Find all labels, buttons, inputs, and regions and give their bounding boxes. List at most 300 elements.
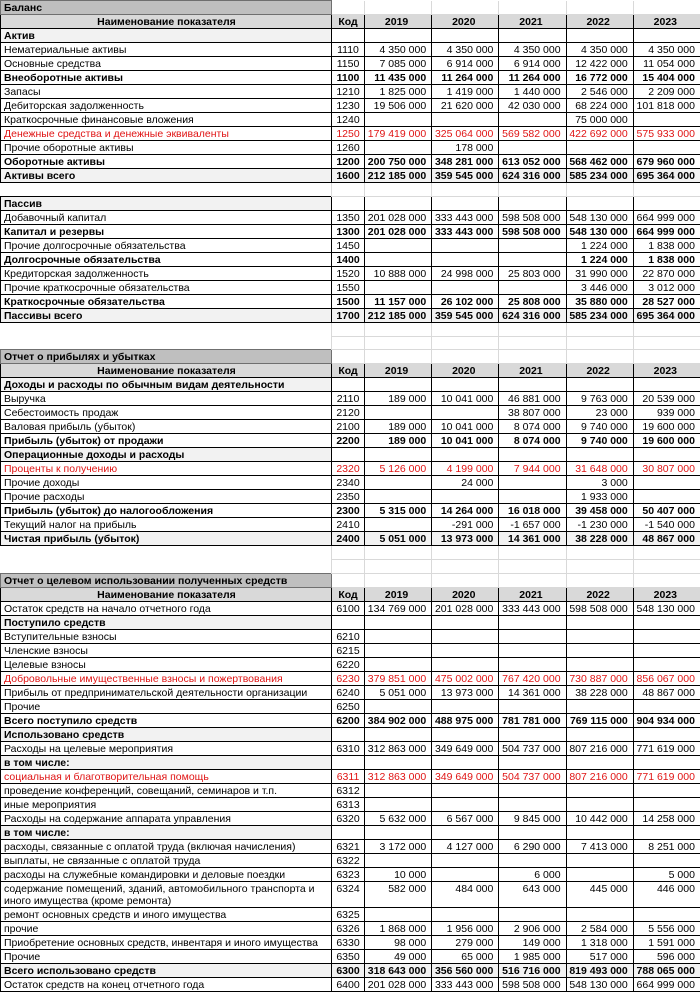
row-value-cell[interactable] xyxy=(499,797,566,811)
row-value-cell[interactable] xyxy=(633,643,700,657)
row-name-cell[interactable]: Проценты к получению xyxy=(1,462,332,476)
row-value-cell[interactable] xyxy=(432,629,499,643)
row-value-cell[interactable]: 5 051 000 xyxy=(365,685,432,699)
row-value-cell[interactable]: 325 064 000 xyxy=(432,127,499,141)
row-code-cell[interactable] xyxy=(332,615,365,629)
row-value-cell[interactable] xyxy=(432,797,499,811)
row-value-cell[interactable]: 585 234 000 xyxy=(566,308,633,322)
row-value-cell[interactable] xyxy=(365,378,432,392)
row-value-cell[interactable]: 569 582 000 xyxy=(499,127,566,141)
row-value-cell[interactable]: 598 508 000 xyxy=(499,210,566,224)
row-value-cell[interactable] xyxy=(499,141,566,155)
row-value-cell[interactable]: 475 002 000 xyxy=(432,671,499,685)
row-value-cell[interactable] xyxy=(432,196,499,210)
row-value-cell[interactable] xyxy=(365,518,432,532)
row-value-cell[interactable]: 101 818 000 xyxy=(633,99,700,113)
row-value-cell[interactable]: 517 000 xyxy=(566,949,633,963)
row-code-cell[interactable]: 1450 xyxy=(332,238,365,252)
row-code-cell[interactable]: 1240 xyxy=(332,113,365,127)
row-value-cell[interactable]: 2 209 000 xyxy=(633,85,700,99)
row-value-cell[interactable]: 19 600 000 xyxy=(633,434,700,448)
row-value-cell[interactable]: 179 419 000 xyxy=(365,127,432,141)
row-value-cell[interactable] xyxy=(633,825,700,839)
row-value-cell[interactable] xyxy=(499,629,566,643)
row-value-cell[interactable] xyxy=(633,755,700,769)
row-value-cell[interactable]: 16 018 000 xyxy=(499,504,566,518)
row-value-cell[interactable] xyxy=(432,615,499,629)
row-value-cell[interactable]: 8 074 000 xyxy=(499,420,566,434)
row-value-cell[interactable]: 38 228 000 xyxy=(566,532,633,546)
row-value-cell[interactable] xyxy=(633,196,700,210)
row-value-cell[interactable]: 624 316 000 xyxy=(499,308,566,322)
row-name-cell[interactable]: выплаты, не связанные с оплатой труда xyxy=(1,853,332,867)
row-value-cell[interactable]: 19 600 000 xyxy=(633,420,700,434)
row-value-cell[interactable]: 679 960 000 xyxy=(633,155,700,169)
row-value-cell[interactable]: 178 000 xyxy=(432,141,499,155)
row-code-cell[interactable] xyxy=(332,727,365,741)
row-value-cell[interactable]: 10 041 000 xyxy=(432,434,499,448)
row-name-cell[interactable]: Дебиторская задолженность xyxy=(1,99,332,113)
row-code-cell[interactable]: 6220 xyxy=(332,657,365,671)
row-code-cell[interactable]: 6200 xyxy=(332,713,365,727)
row-value-cell[interactable]: 624 316 000 xyxy=(499,169,566,183)
row-code-cell[interactable]: 1200 xyxy=(332,155,365,169)
row-value-cell[interactable] xyxy=(499,853,566,867)
row-code-cell[interactable]: 1250 xyxy=(332,127,365,141)
row-value-cell[interactable] xyxy=(499,783,566,797)
row-value-cell[interactable] xyxy=(432,783,499,797)
row-code-cell[interactable]: 1100 xyxy=(332,71,365,85)
row-name-cell[interactable]: социальная и благотворительная помощь xyxy=(1,769,332,783)
row-value-cell[interactable]: 5 556 000 xyxy=(633,921,700,935)
row-value-cell[interactable]: 11 054 000 xyxy=(633,57,700,71)
row-value-cell[interactable] xyxy=(499,825,566,839)
row-code-cell[interactable]: 6322 xyxy=(332,853,365,867)
row-value-cell[interactable] xyxy=(365,699,432,713)
row-value-cell[interactable]: 24 998 000 xyxy=(432,266,499,280)
row-value-cell[interactable] xyxy=(633,629,700,643)
row-code-cell[interactable]: 6324 xyxy=(332,881,365,907)
row-code-cell[interactable]: 2350 xyxy=(332,490,365,504)
row-value-cell[interactable] xyxy=(566,448,633,462)
row-value-cell[interactable] xyxy=(633,378,700,392)
row-value-cell[interactable]: 548 130 000 xyxy=(566,210,633,224)
row-value-cell[interactable] xyxy=(365,643,432,657)
row-name-cell[interactable]: Расходы на содержание аппарата управления xyxy=(1,811,332,825)
row-name-cell[interactable]: Долгосрочные обязательства xyxy=(1,252,332,266)
row-value-cell[interactable]: 22 870 000 xyxy=(633,266,700,280)
row-value-cell[interactable]: 11 264 000 xyxy=(432,71,499,85)
row-name-cell[interactable]: Прочие краткосрочные обязательства xyxy=(1,280,332,294)
row-code-cell[interactable]: 2120 xyxy=(332,406,365,420)
row-value-cell[interactable]: 201 028 000 xyxy=(365,977,432,991)
row-value-cell[interactable] xyxy=(566,378,633,392)
row-code-cell[interactable] xyxy=(332,448,365,462)
row-value-cell[interactable] xyxy=(365,755,432,769)
row-value-cell[interactable]: 333 443 000 xyxy=(499,601,566,615)
row-value-cell[interactable] xyxy=(365,29,432,43)
row-name-cell[interactable]: Основные средства xyxy=(1,57,332,71)
row-name-cell[interactable]: Использовано средств xyxy=(1,727,332,741)
row-value-cell[interactable]: 359 545 000 xyxy=(432,308,499,322)
row-code-cell[interactable]: 6310 xyxy=(332,741,365,755)
row-name-cell[interactable]: иные мероприятия xyxy=(1,797,332,811)
row-code-cell[interactable]: 1110 xyxy=(332,43,365,57)
row-code-cell[interactable] xyxy=(332,196,365,210)
row-value-cell[interactable]: 16 772 000 xyxy=(566,71,633,85)
row-value-cell[interactable] xyxy=(365,113,432,127)
row-value-cell[interactable] xyxy=(365,907,432,921)
row-value-cell[interactable]: 1 419 000 xyxy=(432,85,499,99)
row-name-cell[interactable]: Денежные средства и денежные эквиваленты xyxy=(1,127,332,141)
row-value-cell[interactable] xyxy=(633,141,700,155)
row-value-cell[interactable] xyxy=(566,615,633,629)
row-name-cell[interactable]: Запасы xyxy=(1,85,332,99)
row-value-cell[interactable]: 13 973 000 xyxy=(432,685,499,699)
row-value-cell[interactable]: 2 584 000 xyxy=(566,921,633,935)
row-value-cell[interactable]: 14 264 000 xyxy=(432,504,499,518)
row-value-cell[interactable]: 4 350 000 xyxy=(499,43,566,57)
row-value-cell[interactable]: 10 888 000 xyxy=(365,266,432,280)
row-name-cell[interactable]: Прочие оборотные активы xyxy=(1,141,332,155)
row-value-cell[interactable]: 7 413 000 xyxy=(566,839,633,853)
row-value-cell[interactable]: 516 716 000 xyxy=(499,963,566,977)
row-value-cell[interactable] xyxy=(365,727,432,741)
row-value-cell[interactable] xyxy=(365,252,432,266)
row-value-cell[interactable]: 46 881 000 xyxy=(499,392,566,406)
row-value-cell[interactable] xyxy=(365,825,432,839)
row-code-cell[interactable] xyxy=(332,378,365,392)
row-value-cell[interactable]: 422 692 000 xyxy=(566,127,633,141)
row-value-cell[interactable]: 2 906 000 xyxy=(499,921,566,935)
row-value-cell[interactable]: 349 649 000 xyxy=(432,769,499,783)
row-value-cell[interactable] xyxy=(566,853,633,867)
row-value-cell[interactable] xyxy=(499,490,566,504)
row-value-cell[interactable] xyxy=(432,825,499,839)
row-value-cell[interactable]: 598 508 000 xyxy=(566,601,633,615)
row-value-cell[interactable]: 1 825 000 xyxy=(365,85,432,99)
row-value-cell[interactable]: 349 649 000 xyxy=(432,741,499,755)
row-name-cell[interactable]: Кредиторская задолженность xyxy=(1,266,332,280)
row-value-cell[interactable] xyxy=(365,783,432,797)
row-name-cell[interactable]: Активы всего xyxy=(1,169,332,183)
row-value-cell[interactable]: 201 028 000 xyxy=(365,224,432,238)
row-value-cell[interactable]: -1 230 000 xyxy=(566,518,633,532)
row-code-cell[interactable]: 1400 xyxy=(332,252,365,266)
row-value-cell[interactable]: 68 224 000 xyxy=(566,99,633,113)
row-value-cell[interactable] xyxy=(633,727,700,741)
row-value-cell[interactable]: 8 074 000 xyxy=(499,434,566,448)
row-name-cell[interactable]: Прочие расходы xyxy=(1,490,332,504)
row-name-cell[interactable]: Пассивы всего xyxy=(1,308,332,322)
row-name-cell[interactable]: Вступительные взносы xyxy=(1,629,332,643)
row-value-cell[interactable]: 200 750 000 xyxy=(365,155,432,169)
row-value-cell[interactable]: 1 985 000 xyxy=(499,949,566,963)
row-name-cell[interactable]: Выручка xyxy=(1,392,332,406)
row-value-cell[interactable]: 695 364 000 xyxy=(633,308,700,322)
row-value-cell[interactable] xyxy=(566,196,633,210)
row-name-cell[interactable]: Всего поступило средств xyxy=(1,713,332,727)
row-value-cell[interactable]: 548 130 000 xyxy=(566,977,633,991)
row-code-cell[interactable]: 6323 xyxy=(332,867,365,881)
row-value-cell[interactable]: 904 934 000 xyxy=(633,713,700,727)
row-value-cell[interactable]: 9 740 000 xyxy=(566,434,633,448)
row-name-cell[interactable]: Членские взносы xyxy=(1,643,332,657)
row-value-cell[interactable]: 48 867 000 xyxy=(633,532,700,546)
row-value-cell[interactable]: 14 361 000 xyxy=(499,685,566,699)
row-value-cell[interactable]: 504 737 000 xyxy=(499,741,566,755)
row-value-cell[interactable]: 548 130 000 xyxy=(633,601,700,615)
row-name-cell[interactable]: Доходы и расходы по обычным видам деятельности xyxy=(1,378,332,392)
row-value-cell[interactable]: 771 619 000 xyxy=(633,741,700,755)
row-value-cell[interactable] xyxy=(566,727,633,741)
row-code-cell[interactable]: 6326 xyxy=(332,921,365,935)
row-name-cell[interactable]: в том числе: xyxy=(1,825,332,839)
row-value-cell[interactable]: 484 000 xyxy=(432,881,499,907)
row-value-cell[interactable] xyxy=(566,657,633,671)
row-value-cell[interactable]: 31 648 000 xyxy=(566,462,633,476)
row-value-cell[interactable] xyxy=(365,280,432,294)
row-value-cell[interactable]: 807 216 000 xyxy=(566,769,633,783)
row-code-cell[interactable]: 2300 xyxy=(332,504,365,518)
row-value-cell[interactable] xyxy=(499,657,566,671)
row-value-cell[interactable]: 333 443 000 xyxy=(432,977,499,991)
row-value-cell[interactable]: 488 975 000 xyxy=(432,713,499,727)
row-value-cell[interactable]: 771 619 000 xyxy=(633,769,700,783)
row-code-cell[interactable] xyxy=(332,825,365,839)
row-name-cell[interactable]: Прочие долгосрочные обязательства xyxy=(1,238,332,252)
row-name-cell[interactable]: Остаток средств на конец отчетного года xyxy=(1,977,332,991)
row-value-cell[interactable]: 356 560 000 xyxy=(432,963,499,977)
row-code-cell[interactable]: 6312 xyxy=(332,783,365,797)
row-value-cell[interactable]: 730 887 000 xyxy=(566,671,633,685)
row-value-cell[interactable]: 769 115 000 xyxy=(566,713,633,727)
row-code-cell[interactable] xyxy=(332,29,365,43)
row-value-cell[interactable]: 12 422 000 xyxy=(566,57,633,71)
row-value-cell[interactable]: 201 028 000 xyxy=(432,601,499,615)
row-value-cell[interactable]: 548 130 000 xyxy=(566,224,633,238)
row-value-cell[interactable]: 134 769 000 xyxy=(365,601,432,615)
row-value-cell[interactable]: 664 999 000 xyxy=(633,977,700,991)
row-value-cell[interactable] xyxy=(633,615,700,629)
row-value-cell[interactable] xyxy=(432,755,499,769)
row-code-cell[interactable]: 1700 xyxy=(332,308,365,322)
row-value-cell[interactable] xyxy=(432,29,499,43)
row-value-cell[interactable] xyxy=(499,280,566,294)
row-code-cell[interactable]: 1210 xyxy=(332,85,365,99)
row-value-cell[interactable] xyxy=(365,141,432,155)
row-name-cell[interactable]: Прибыль (убыток) от продажи xyxy=(1,434,332,448)
row-value-cell[interactable]: 4 350 000 xyxy=(566,43,633,57)
row-value-cell[interactable]: 42 030 000 xyxy=(499,99,566,113)
row-code-cell[interactable]: 6100 xyxy=(332,601,365,615)
row-value-cell[interactable] xyxy=(499,113,566,127)
row-value-cell[interactable]: 1 956 000 xyxy=(432,921,499,935)
row-value-cell[interactable] xyxy=(432,238,499,252)
row-code-cell[interactable]: 6230 xyxy=(332,671,365,685)
row-value-cell[interactable]: 11 264 000 xyxy=(499,71,566,85)
row-value-cell[interactable] xyxy=(365,196,432,210)
row-value-cell[interactable]: 7 944 000 xyxy=(499,462,566,476)
row-name-cell[interactable]: Прибыль от предпринимательской деятельности организации xyxy=(1,685,332,699)
row-value-cell[interactable] xyxy=(432,406,499,420)
row-value-cell[interactable] xyxy=(432,907,499,921)
row-code-cell[interactable]: 1300 xyxy=(332,224,365,238)
row-value-cell[interactable]: 664 999 000 xyxy=(633,224,700,238)
row-value-cell[interactable]: 38 228 000 xyxy=(566,685,633,699)
row-value-cell[interactable]: 6 567 000 xyxy=(432,811,499,825)
row-value-cell[interactable]: 446 000 xyxy=(633,881,700,907)
row-name-cell[interactable]: Чистая прибыль (убыток) xyxy=(1,532,332,546)
row-value-cell[interactable] xyxy=(566,629,633,643)
row-value-cell[interactable] xyxy=(566,141,633,155)
row-value-cell[interactable]: 26 102 000 xyxy=(432,294,499,308)
row-value-cell[interactable] xyxy=(365,490,432,504)
row-value-cell[interactable] xyxy=(365,657,432,671)
row-value-cell[interactable] xyxy=(499,252,566,266)
row-value-cell[interactable]: 31 990 000 xyxy=(566,266,633,280)
row-name-cell[interactable]: содержание помещений, зданий, автомобильного транспорта и иного имущества (кроме ремонта) xyxy=(1,881,332,907)
row-value-cell[interactable] xyxy=(432,252,499,266)
row-value-cell[interactable]: 50 407 000 xyxy=(633,504,700,518)
row-value-cell[interactable] xyxy=(633,113,700,127)
row-value-cell[interactable]: 20 539 000 xyxy=(633,392,700,406)
row-value-cell[interactable]: 14 361 000 xyxy=(499,532,566,546)
row-code-cell[interactable]: 2100 xyxy=(332,420,365,434)
row-value-cell[interactable] xyxy=(633,490,700,504)
row-value-cell[interactable]: 279 000 xyxy=(432,935,499,949)
row-value-cell[interactable]: 333 443 000 xyxy=(432,224,499,238)
row-value-cell[interactable] xyxy=(365,853,432,867)
row-code-cell[interactable]: 6210 xyxy=(332,629,365,643)
row-value-cell[interactable] xyxy=(499,615,566,629)
row-value-cell[interactable]: 4 350 000 xyxy=(365,43,432,57)
row-value-cell[interactable]: 39 458 000 xyxy=(566,504,633,518)
row-value-cell[interactable] xyxy=(432,867,499,881)
row-value-cell[interactable] xyxy=(566,643,633,657)
row-value-cell[interactable]: 13 973 000 xyxy=(432,532,499,546)
row-value-cell[interactable] xyxy=(432,657,499,671)
row-value-cell[interactable] xyxy=(365,629,432,643)
row-value-cell[interactable]: 359 545 000 xyxy=(432,169,499,183)
row-value-cell[interactable]: 568 462 000 xyxy=(566,155,633,169)
row-name-cell[interactable]: Пассив xyxy=(1,196,332,210)
row-value-cell[interactable]: 575 933 000 xyxy=(633,127,700,141)
row-value-cell[interactable] xyxy=(365,797,432,811)
row-code-cell[interactable]: 2340 xyxy=(332,476,365,490)
row-value-cell[interactable]: 4 350 000 xyxy=(432,43,499,57)
row-name-cell[interactable]: в том числе: xyxy=(1,755,332,769)
row-name-cell[interactable]: расходы на служебные командировки и деловые поездки xyxy=(1,867,332,881)
row-value-cell[interactable]: 1 224 000 xyxy=(566,238,633,252)
row-value-cell[interactable]: 1 224 000 xyxy=(566,252,633,266)
row-name-cell[interactable]: Себестоимость продаж xyxy=(1,406,332,420)
row-code-cell[interactable]: 6350 xyxy=(332,949,365,963)
row-code-cell[interactable]: 6300 xyxy=(332,963,365,977)
row-code-cell[interactable]: 1520 xyxy=(332,266,365,280)
row-value-cell[interactable]: 312 863 000 xyxy=(365,741,432,755)
row-value-cell[interactable]: 25 803 000 xyxy=(499,266,566,280)
row-value-cell[interactable]: 8 251 000 xyxy=(633,839,700,853)
row-value-cell[interactable] xyxy=(566,907,633,921)
row-code-cell[interactable] xyxy=(332,755,365,769)
row-value-cell[interactable]: 14 258 000 xyxy=(633,811,700,825)
row-value-cell[interactable] xyxy=(432,727,499,741)
row-value-cell[interactable]: 348 281 000 xyxy=(432,155,499,169)
row-value-cell[interactable] xyxy=(499,29,566,43)
row-name-cell[interactable]: Актив xyxy=(1,29,332,43)
row-value-cell[interactable]: 333 443 000 xyxy=(432,210,499,224)
row-value-cell[interactable] xyxy=(432,280,499,294)
row-value-cell[interactable]: 5 315 000 xyxy=(365,504,432,518)
row-value-cell[interactable]: 48 867 000 xyxy=(633,685,700,699)
row-value-cell[interactable] xyxy=(432,490,499,504)
row-name-cell[interactable]: Остаток средств на начало отчетного года xyxy=(1,601,332,615)
row-name-cell[interactable]: прочие xyxy=(1,921,332,935)
row-name-cell[interactable]: Добавочный капитал xyxy=(1,210,332,224)
row-code-cell[interactable]: 6313 xyxy=(332,797,365,811)
row-value-cell[interactable]: 613 052 000 xyxy=(499,155,566,169)
row-name-cell[interactable]: ремонт основных средств и иного имущества xyxy=(1,907,332,921)
row-value-cell[interactable]: 1 933 000 xyxy=(566,490,633,504)
row-value-cell[interactable]: 21 620 000 xyxy=(432,99,499,113)
row-value-cell[interactable]: 598 508 000 xyxy=(499,977,566,991)
row-value-cell[interactable]: 1 440 000 xyxy=(499,85,566,99)
row-code-cell[interactable]: 1150 xyxy=(332,57,365,71)
row-name-cell[interactable]: Краткосрочные финансовые вложения xyxy=(1,113,332,127)
row-code-cell[interactable]: 2200 xyxy=(332,434,365,448)
row-value-cell[interactable]: 819 493 000 xyxy=(566,963,633,977)
row-value-cell[interactable] xyxy=(633,657,700,671)
row-code-cell[interactable]: 2410 xyxy=(332,518,365,532)
row-value-cell[interactable]: 23 000 xyxy=(566,406,633,420)
row-value-cell[interactable]: 585 234 000 xyxy=(566,169,633,183)
row-code-cell[interactable]: 2320 xyxy=(332,462,365,476)
row-value-cell[interactable]: 767 420 000 xyxy=(499,671,566,685)
row-value-cell[interactable] xyxy=(566,755,633,769)
row-name-cell[interactable]: Текущий налог на прибыль xyxy=(1,518,332,532)
row-value-cell[interactable] xyxy=(365,615,432,629)
row-value-cell[interactable]: 4 350 000 xyxy=(633,43,700,57)
row-value-cell[interactable]: 312 863 000 xyxy=(365,769,432,783)
row-value-cell[interactable]: 5 632 000 xyxy=(365,811,432,825)
row-value-cell[interactable]: 10 041 000 xyxy=(432,392,499,406)
row-value-cell[interactable] xyxy=(633,476,700,490)
row-value-cell[interactable] xyxy=(633,448,700,462)
row-name-cell[interactable]: Операционные доходы и расходы xyxy=(1,448,332,462)
row-value-cell[interactable]: 98 000 xyxy=(365,935,432,949)
row-name-cell[interactable]: Добровольные имущественные взносы и пожертвования xyxy=(1,671,332,685)
row-value-cell[interactable] xyxy=(432,378,499,392)
row-value-cell[interactable]: 9 845 000 xyxy=(499,811,566,825)
row-value-cell[interactable]: 856 067 000 xyxy=(633,671,700,685)
row-code-cell[interactable]: 6240 xyxy=(332,685,365,699)
row-value-cell[interactable]: 19 506 000 xyxy=(365,99,432,113)
row-value-cell[interactable] xyxy=(499,378,566,392)
row-value-cell[interactable]: 445 000 xyxy=(566,881,633,907)
row-value-cell[interactable]: 664 999 000 xyxy=(633,210,700,224)
row-value-cell[interactable]: 212 185 000 xyxy=(365,169,432,183)
row-value-cell[interactable]: 582 000 xyxy=(365,881,432,907)
row-value-cell[interactable] xyxy=(566,797,633,811)
row-value-cell[interactable]: 189 000 xyxy=(365,434,432,448)
row-name-cell[interactable]: Краткосрочные обязательства xyxy=(1,294,332,308)
row-value-cell[interactable] xyxy=(499,476,566,490)
row-value-cell[interactable]: 25 808 000 xyxy=(499,294,566,308)
row-name-cell[interactable]: Капитал и резервы xyxy=(1,224,332,238)
row-code-cell[interactable]: 6311 xyxy=(332,769,365,783)
row-value-cell[interactable] xyxy=(566,29,633,43)
